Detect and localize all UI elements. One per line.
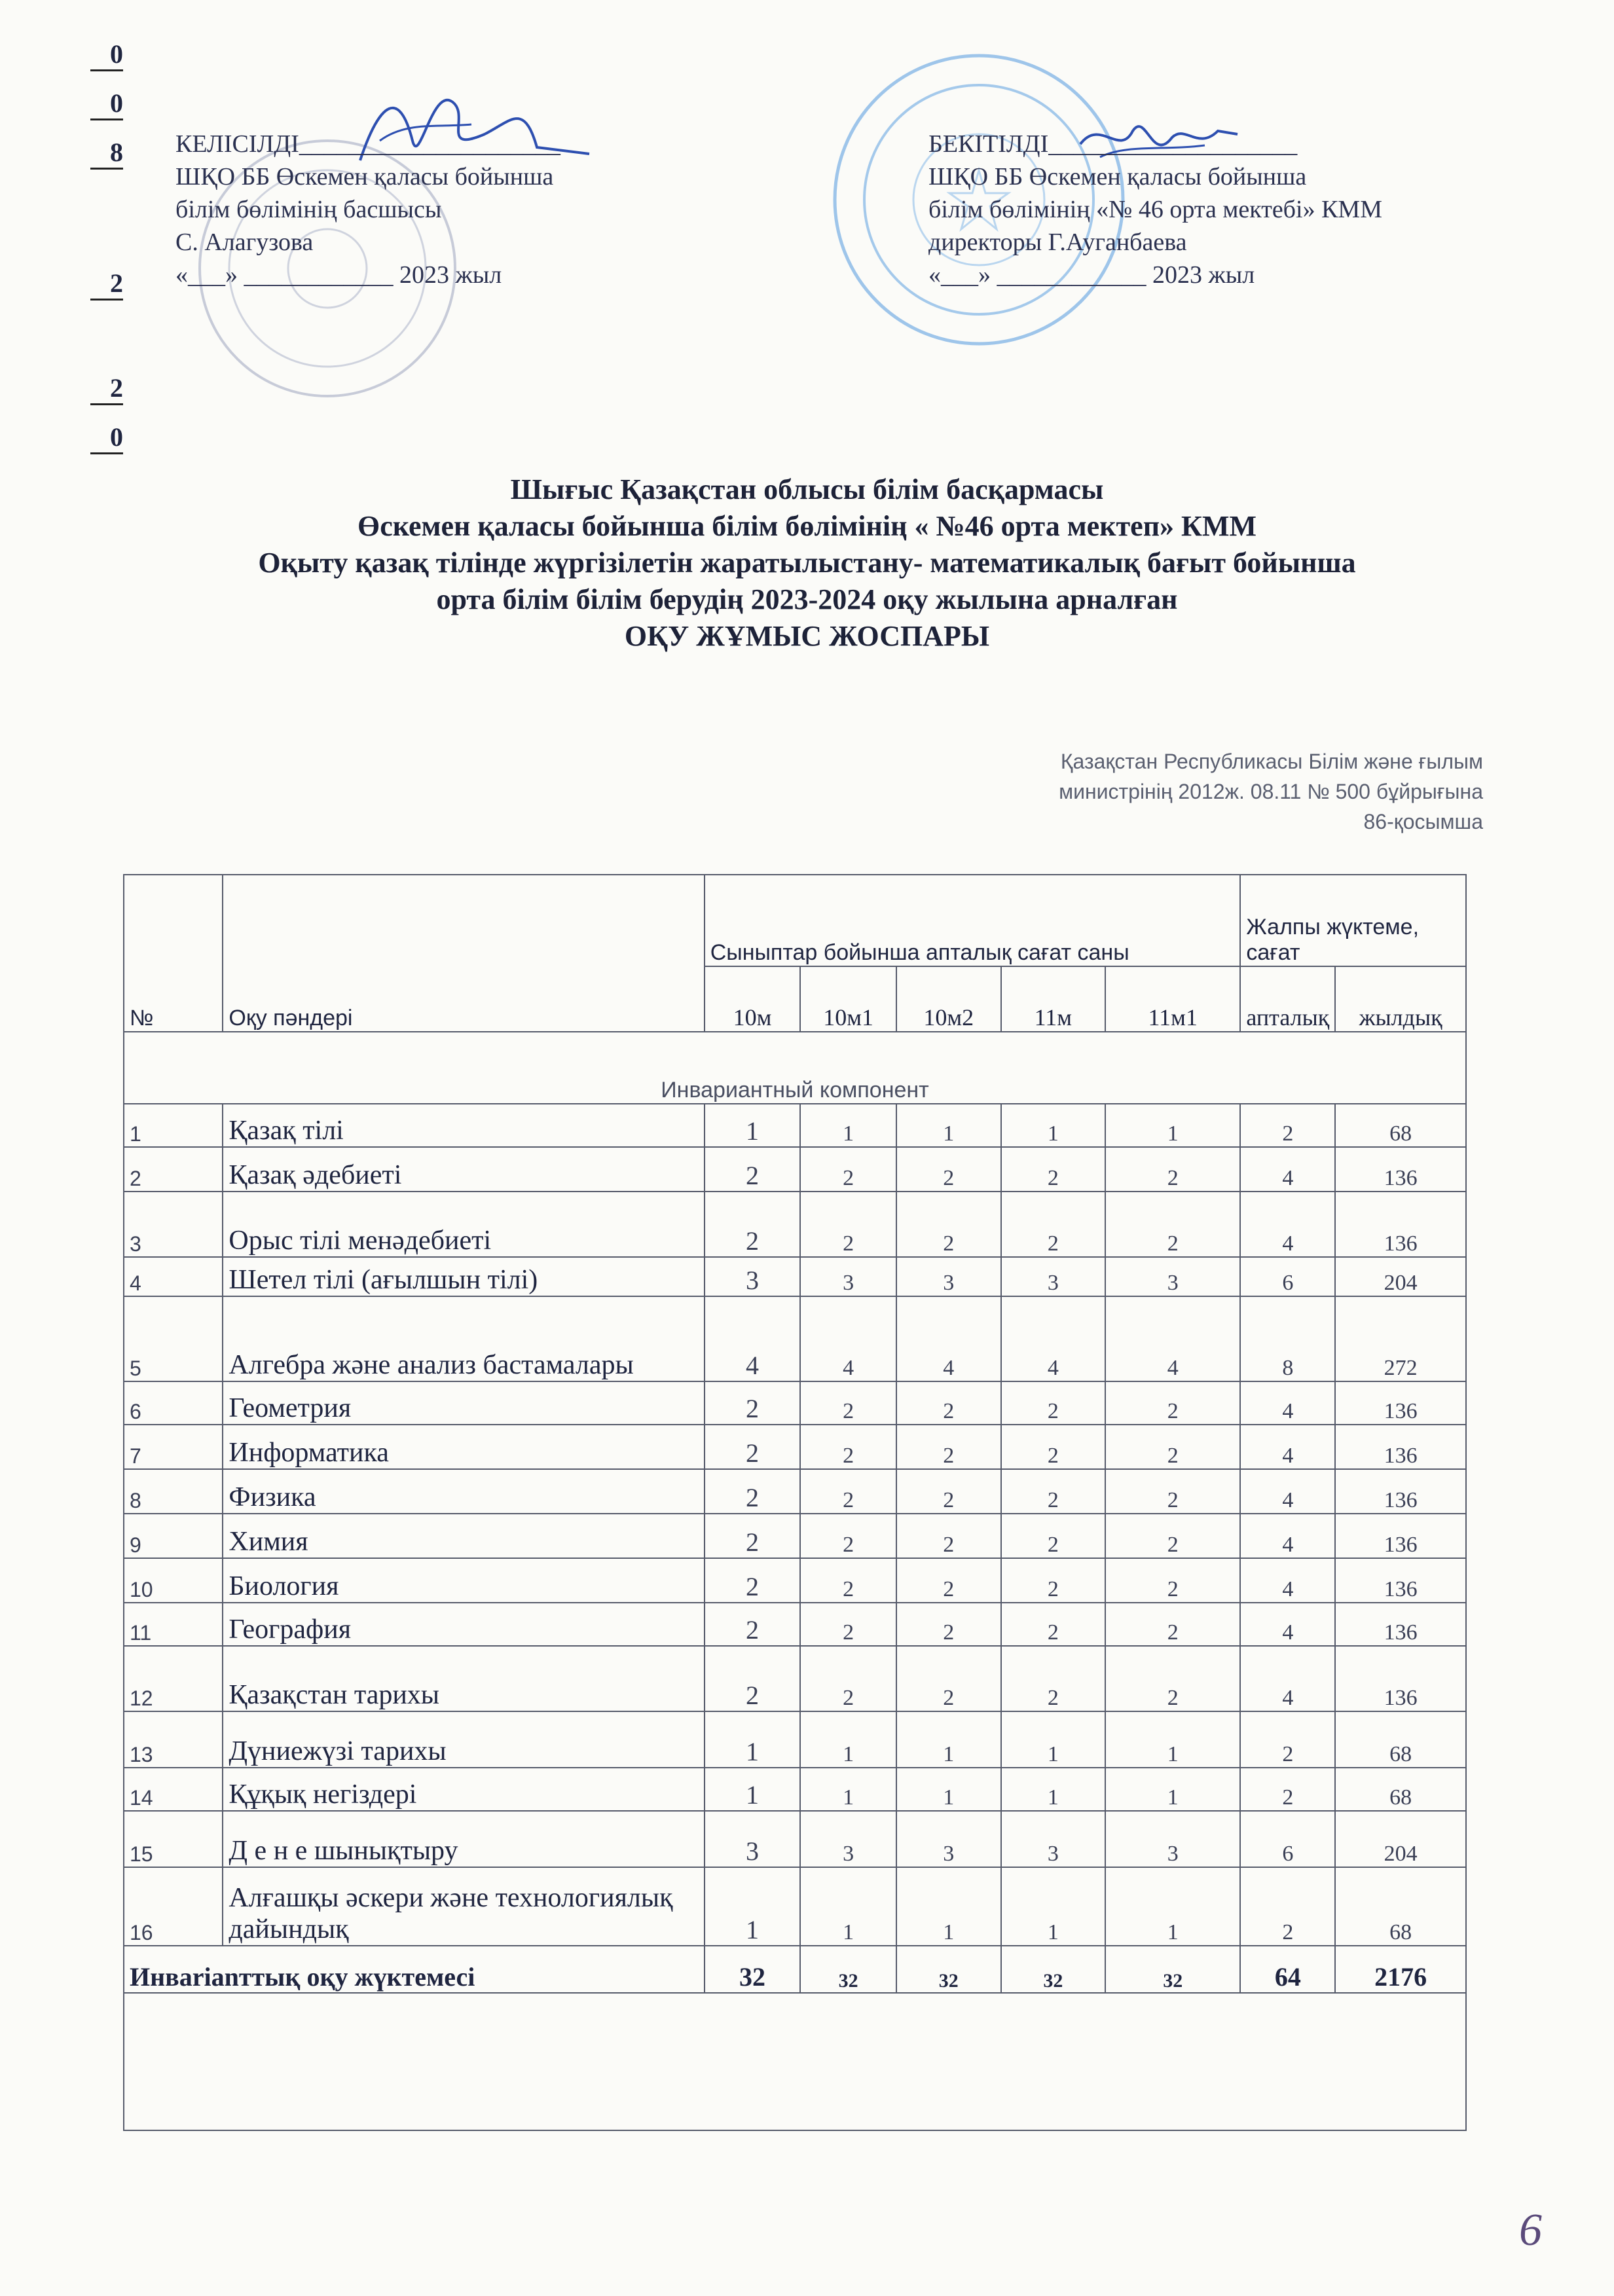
yearly-total-cell: 68 (1335, 1104, 1466, 1147)
total-col-header: апталық (1240, 966, 1335, 1032)
weekly-total-cell: 2 (1240, 1867, 1335, 1946)
empty-cell (124, 1993, 1466, 2130)
total-weekly-cell: 32 (800, 1946, 896, 1993)
weekly-total-cell: 2 (1240, 1104, 1335, 1147)
approved-date: «___» ____________ 2023 жыл (928, 261, 1255, 289)
weekly-hours-cell: 2 (1001, 1381, 1105, 1425)
table-row (124, 1646, 1466, 1711)
weekly-total-cell: 6 (1240, 1811, 1335, 1867)
agreed-heading: КЕЛІСІЛДІ_____________________ (175, 130, 560, 158)
table-row (124, 1104, 1466, 1147)
yearly-total-cell: 68 (1335, 1768, 1466, 1811)
approved-heading: БЕКІТІЛДІ____________________ (928, 130, 1298, 158)
yearly-total-cell: 204 (1335, 1811, 1466, 1867)
weekly-hours-cell: 4 (800, 1296, 896, 1381)
page-number: 6 (1519, 2205, 1542, 2255)
table-row (124, 1603, 1466, 1646)
margin-mark: 2 (90, 373, 123, 405)
yearly-total-cell: 136 (1335, 1514, 1466, 1558)
yearly-total-cell: 136 (1335, 1192, 1466, 1257)
weekly-hours-cell: 1 (1105, 1711, 1240, 1768)
order-reference (1059, 746, 1483, 837)
table-row (124, 1257, 1466, 1296)
yearly-total-cell: 204 (1335, 1257, 1466, 1296)
table-row (124, 1147, 1466, 1192)
weekly-hours-cell: 3 (705, 1257, 801, 1296)
weekly-hours-cell: 2 (800, 1514, 896, 1558)
weekly-hours-cell: 2 (705, 1646, 801, 1711)
weekly-hours-cell: 2 (705, 1514, 801, 1558)
yearly-total-cell: 136 (1335, 1469, 1466, 1514)
weekly-hours-cell: 2 (800, 1192, 896, 1257)
weekly-hours-cell: 2 (1105, 1646, 1240, 1711)
class-header: 10м2 (896, 966, 1001, 1032)
weekly-hours-cell: 1 (896, 1104, 1001, 1147)
weekly-total-cell: 2 (1240, 1768, 1335, 1811)
total-weekly-cell: 32 (1105, 1946, 1240, 1993)
header-subjects: Оқу пәндері (223, 875, 704, 1032)
weekly-hours-cell: 1 (1105, 1104, 1240, 1147)
weekly-total-cell: 4 (1240, 1469, 1335, 1514)
approved-block (928, 128, 1382, 291)
subject-name: Алгебра және анализ бастамалары (223, 1296, 704, 1381)
row-number: 15 (124, 1811, 223, 1867)
weekly-hours-cell: 1 (1001, 1867, 1105, 1946)
row-number: 10 (124, 1558, 223, 1603)
yearly-total-cell: 272 (1335, 1296, 1466, 1381)
subject-name: Шетел тілі (ағылшын тілі) (223, 1257, 704, 1296)
weekly-hours-cell: 3 (705, 1811, 801, 1867)
row-number: 3 (124, 1192, 223, 1257)
weekly-hours-cell: 1 (896, 1768, 1001, 1811)
weekly-total-cell: 2 (1240, 1711, 1335, 1768)
weekly-hours-cell: 2 (1001, 1558, 1105, 1603)
agreed-position: білім бөлімінің басшысы (175, 196, 442, 223)
subject-name: Физика (223, 1469, 704, 1514)
section-row (124, 1032, 1466, 1104)
weekly-hours-cell: 3 (1001, 1811, 1105, 1867)
subject-name: Орыс тілі менәдебиеті (223, 1192, 704, 1257)
weekly-hours-cell: 4 (1105, 1296, 1240, 1381)
weekly-hours-cell: 2 (705, 1603, 801, 1646)
weekly-hours-cell: 2 (800, 1147, 896, 1192)
weekly-hours-cell: 3 (800, 1257, 896, 1296)
total-weekly-cell: 32 (705, 1946, 801, 1993)
margin-mark: 2 (90, 268, 123, 301)
weekly-hours-cell: 2 (800, 1558, 896, 1603)
margin-mark: 8 (90, 137, 123, 170)
row-number: 8 (124, 1469, 223, 1514)
table-row (124, 1558, 1466, 1603)
approved-position: білім бөлімінің «№ 46 орта мектебі» КММ (928, 196, 1382, 223)
weekly-hours-cell: 2 (1105, 1381, 1240, 1425)
weekly-total-cell: 4 (1240, 1425, 1335, 1469)
weekly-hours-cell: 1 (705, 1867, 801, 1946)
weekly-hours-cell: 2 (800, 1646, 896, 1711)
document-title (0, 471, 1614, 655)
margin-mark: 0 (90, 39, 123, 71)
table-body (124, 1104, 1466, 1946)
subject-name: Биология (223, 1558, 704, 1603)
total-row (124, 1946, 1466, 1993)
agreed-block (175, 128, 560, 291)
weekly-hours-cell: 2 (1105, 1469, 1240, 1514)
weekly-hours-cell: 2 (800, 1469, 896, 1514)
header-total-load: Жалпы жүктеме, сағат (1240, 875, 1466, 966)
yearly-total-cell: 68 (1335, 1867, 1466, 1946)
weekly-total-cell: 4 (1240, 1603, 1335, 1646)
weekly-total-cell: 6 (1240, 1257, 1335, 1296)
total-label: Инвarianттық оқу жүктемесі (124, 1946, 705, 1993)
subject-name: Геометрия (223, 1381, 704, 1425)
weekly-total-cell: 4 (1240, 1381, 1335, 1425)
weekly-hours-cell: 2 (705, 1469, 801, 1514)
weekly-hours-cell: 2 (800, 1425, 896, 1469)
weekly-hours-cell: 4 (1001, 1296, 1105, 1381)
weekly-hours-cell: 2 (896, 1381, 1001, 1425)
weekly-hours-cell: 1 (1001, 1104, 1105, 1147)
approved-org: ШҚО ББ Өскемен қаласы бойынша (928, 163, 1307, 191)
row-number: 14 (124, 1768, 223, 1811)
weekly-hours-cell: 1 (1105, 1867, 1240, 1946)
approved-name: директоры Г.Ауганбаева (928, 228, 1187, 256)
weekly-hours-cell: 2 (896, 1469, 1001, 1514)
weekly-total-cell: 4 (1240, 1558, 1335, 1603)
yearly-total-cell: 136 (1335, 1646, 1466, 1711)
weekly-hours-cell: 2 (896, 1514, 1001, 1558)
weekly-hours-cell: 2 (800, 1381, 896, 1425)
weekly-hours-cell: 2 (1105, 1514, 1240, 1558)
weekly-hours-cell: 3 (1105, 1257, 1240, 1296)
yearly-total-cell: 68 (1335, 1711, 1466, 1768)
row-number: 7 (124, 1425, 223, 1469)
weekly-hours-cell: 2 (1001, 1147, 1105, 1192)
weekly-hours-cell: 1 (800, 1104, 896, 1147)
weekly-hours-cell: 4 (896, 1296, 1001, 1381)
weekly-hours-cell: 1 (705, 1768, 801, 1811)
weekly-hours-cell: 2 (1001, 1425, 1105, 1469)
title-line: Өскемен қаласы бойынша білім бөлімінің « №46 орта мектеп» КММ (357, 510, 1257, 542)
reference-line: 86-қосымша (1363, 810, 1483, 833)
title-line: орта білім білім берудің 2023-2024 оқу жылына арналған (436, 583, 1178, 615)
weekly-hours-cell: 2 (1105, 1425, 1240, 1469)
table-header-row (124, 875, 1466, 966)
weekly-hours-cell: 2 (896, 1646, 1001, 1711)
margin-mark: 0 (90, 88, 123, 120)
row-number: 9 (124, 1514, 223, 1558)
subject-name: Дүниежүзі тарихы (223, 1711, 704, 1768)
title-line: Шығыс Қазақстан облысы білім басқармасы (510, 473, 1104, 505)
table-row (124, 1425, 1466, 1469)
yearly-total-cell: 136 (1335, 1603, 1466, 1646)
weekly-hours-cell: 2 (1001, 1192, 1105, 1257)
subject-name: География (223, 1603, 704, 1646)
class-header: 11м1 (1105, 966, 1240, 1032)
curriculum-table (123, 874, 1467, 2131)
row-number: 6 (124, 1381, 223, 1425)
section-title: Инвариантный компонент (124, 1032, 1466, 1104)
total-weekly-cell: 32 (896, 1946, 1001, 1993)
subject-name: Химия (223, 1514, 704, 1558)
weekly-total-cell: 4 (1240, 1147, 1335, 1192)
weekly-total-cell: 4 (1240, 1646, 1335, 1711)
header-weekly-hours: Сыныптар бойынша апталық сағат саны (705, 875, 1241, 966)
weekly-hours-cell: 4 (705, 1296, 801, 1381)
class-header: 11м (1001, 966, 1105, 1032)
weekly-total-cell: 8 (1240, 1296, 1335, 1381)
subject-name: Қазақстан тарихы (223, 1646, 704, 1711)
agreed-name: С. Алагузова (175, 228, 314, 256)
weekly-hours-cell: 2 (705, 1147, 801, 1192)
weekly-hours-cell: 2 (896, 1603, 1001, 1646)
row-number: 5 (124, 1296, 223, 1381)
reference-line: министрінің 2012ж. 08.11 № 500 бұйрығына (1059, 780, 1483, 803)
row-number: 16 (124, 1867, 223, 1946)
yearly-total-cell: 136 (1335, 1558, 1466, 1603)
weekly-hours-cell: 1 (705, 1104, 801, 1147)
subject-name: Алғашқы әскери және технологиялық дайындық (223, 1867, 704, 1946)
weekly-hours-cell: 2 (1001, 1603, 1105, 1646)
yearly-total-cell: 136 (1335, 1425, 1466, 1469)
subject-name: Информатика (223, 1425, 704, 1469)
weekly-hours-cell: 3 (800, 1811, 896, 1867)
subject-name: Құқық негіздері (223, 1768, 704, 1811)
class-header: 10м1 (800, 966, 896, 1032)
subject-name: Қазақ әдебиеті (223, 1147, 704, 1192)
subject-name: Қазақ тілі (223, 1104, 704, 1147)
row-number: 2 (124, 1147, 223, 1192)
row-number: 12 (124, 1646, 223, 1711)
reference-line: Қазақстан Республикасы Білім және ғылым (1060, 750, 1483, 773)
row-number: 1 (124, 1104, 223, 1147)
weekly-hours-cell: 2 (705, 1381, 801, 1425)
weekly-hours-cell: 1 (1001, 1711, 1105, 1768)
weekly-hours-cell: 2 (896, 1147, 1001, 1192)
weekly-hours-cell: 2 (1105, 1192, 1240, 1257)
weekly-hours-cell: 1 (800, 1867, 896, 1946)
weekly-hours-cell: 2 (705, 1558, 801, 1603)
table-row (124, 1381, 1466, 1425)
weekly-hours-cell: 1 (705, 1711, 801, 1768)
title-line: Оқыту қазақ тілінде жүргізілетін жаратылыстану- математикалық бағыт бойынша (258, 547, 1356, 579)
weekly-hours-cell: 2 (1001, 1646, 1105, 1711)
weekly-hours-cell: 2 (896, 1558, 1001, 1603)
table-row (124, 1469, 1466, 1514)
weekly-hours-cell: 3 (1001, 1257, 1105, 1296)
weekly-hours-cell: 3 (896, 1811, 1001, 1867)
total-year-cell: 2176 (1335, 1946, 1466, 1993)
header-number: № (124, 875, 223, 1032)
weekly-hours-cell: 1 (800, 1711, 896, 1768)
class-header: 10м (705, 966, 801, 1032)
weekly-hours-cell: 1 (1105, 1768, 1240, 1811)
weekly-hours-cell: 2 (1001, 1514, 1105, 1558)
weekly-hours-cell: 2 (896, 1192, 1001, 1257)
weekly-hours-cell: 1 (896, 1711, 1001, 1768)
total-week-cell: 64 (1240, 1946, 1335, 1993)
weekly-hours-cell: 1 (800, 1768, 896, 1811)
agreed-org: ШҚО ББ Өскемен қаласы бойынша (175, 163, 554, 191)
total-col-header: жылдық (1335, 966, 1466, 1032)
yearly-total-cell: 136 (1335, 1381, 1466, 1425)
row-number: 11 (124, 1603, 223, 1646)
row-number: 4 (124, 1257, 223, 1296)
total-weekly-cell: 32 (1001, 1946, 1105, 1993)
weekly-hours-cell: 3 (896, 1257, 1001, 1296)
table-row (124, 1711, 1466, 1768)
table-row (124, 1296, 1466, 1381)
weekly-hours-cell: 1 (896, 1867, 1001, 1946)
weekly-hours-cell: 2 (800, 1603, 896, 1646)
table-row (124, 1811, 1466, 1867)
weekly-hours-cell: 2 (1105, 1147, 1240, 1192)
yearly-total-cell: 136 (1335, 1147, 1466, 1192)
weekly-hours-cell: 2 (705, 1192, 801, 1257)
weekly-total-cell: 4 (1240, 1192, 1335, 1257)
margin-mark: 0 (90, 422, 123, 454)
weekly-hours-cell: 2 (896, 1425, 1001, 1469)
subject-name: Д е н е шынықтыру (223, 1811, 704, 1867)
weekly-hours-cell: 2 (1001, 1469, 1105, 1514)
table-row (124, 1192, 1466, 1257)
agreed-date: «___» ____________ 2023 жыл (175, 261, 502, 289)
title-line: ОҚУ ЖҰМЫС ЖОСПАРЫ (624, 620, 990, 652)
table-row (124, 1867, 1466, 1946)
weekly-hours-cell: 2 (1105, 1603, 1240, 1646)
weekly-hours-cell: 2 (1105, 1558, 1240, 1603)
weekly-hours-cell: 1 (1001, 1768, 1105, 1811)
empty-row (124, 1993, 1466, 2130)
weekly-total-cell: 4 (1240, 1514, 1335, 1558)
table-row (124, 1514, 1466, 1558)
weekly-hours-cell: 2 (705, 1425, 801, 1469)
row-number: 13 (124, 1711, 223, 1768)
table-row (124, 1768, 1466, 1811)
weekly-hours-cell: 3 (1105, 1811, 1240, 1867)
